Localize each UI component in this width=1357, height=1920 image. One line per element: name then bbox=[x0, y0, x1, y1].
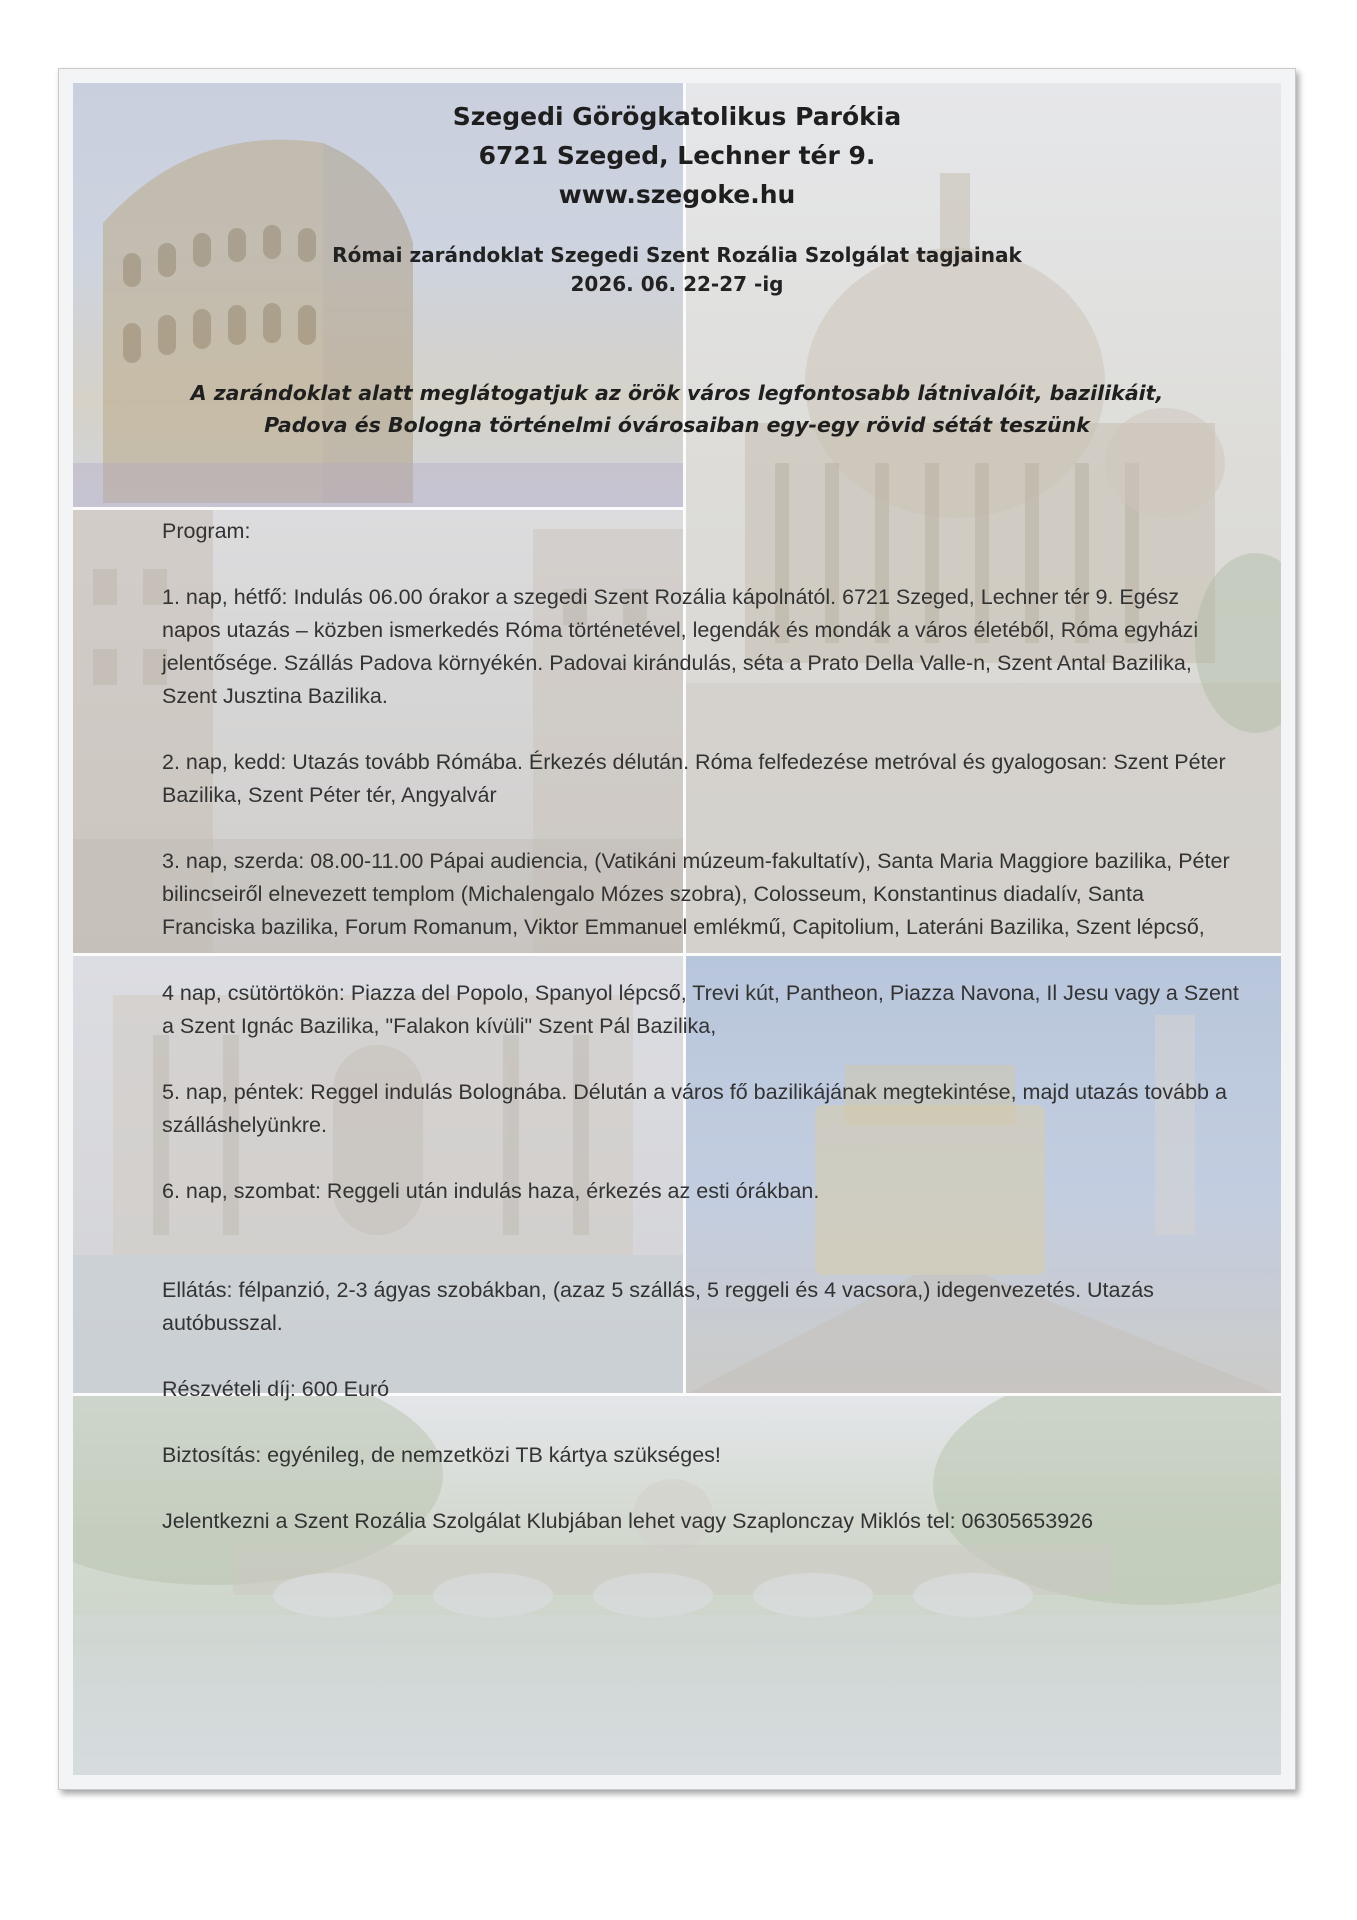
parish-website: www.szegoke.hu bbox=[558, 180, 796, 209]
day-4: 4 nap, csütörtökön: Piazza del Popolo, Spanyol lépcső, Trevi kút, Pantheon, Piazza Navona, Il Jesu vagy a Szent a Szent Ignác Bazilika, "Falakon kívüli" Szent Pál Bazilika, bbox=[162, 981, 1239, 1038]
pilgrimage-title bbox=[59, 241, 1295, 299]
day-6: 6. nap, szombat: Reggeli után indulás haza, érkezés az esti órákban. bbox=[162, 1179, 820, 1203]
parish-address: 6721 Szeged, Lechner tér 9. bbox=[478, 141, 876, 170]
insurance-info: Biztosítás: egyénileg, de nemzetközi TB kártya szükséges! bbox=[162, 1443, 721, 1467]
day-2: 2. nap, kedd: Utazás tovább Rómába. Érkezés délután. Róma felfedezése metróval és gyalogosan: Szent Péter Bazilika, Szent Péter tér, Angyalvár bbox=[162, 750, 1226, 807]
program-heading: Program: bbox=[162, 519, 251, 543]
board-info: Ellátás: félpanzió, 2-3 ágyas szobákban, (azaz 5 szállás, 5 reggeli és 4 vacsora,) idegenvezetés. Utazás autóbusszal. bbox=[162, 1278, 1154, 1335]
day-3: 3. nap, szerda: 08.00-11.00 Pápai audiencia, (Vatikáni múzeum-fakultatív), Santa Maria Maggiore bazilika, Péter bilincseiről elnevezett templom (Michalengalo Mózes szobra), Colosseum, Konstantinus diadalív, Santa Franciska bazilika, Forum Romanum, Viktor Emmanuel emlékmű, Capitolium, Lateráni Bazilika, Szent lépcső, bbox=[162, 849, 1230, 939]
participation-fee: Részvételi díj: 600 Euró bbox=[162, 1377, 390, 1401]
contact-info: Jelentkezni a Szent Rozália Szolgálat Klubjában lehet vagy Szaplonczay Miklós tel: 06305653926 bbox=[162, 1509, 1094, 1533]
flyer-content bbox=[59, 69, 1295, 1789]
parish-name: Szegedi Görögkatolikus Parókia bbox=[452, 102, 902, 131]
pilgrimage-dates: 2026. 06. 22-27 -ig bbox=[570, 272, 784, 296]
intro-line: A zarándoklat alatt meglátogatjuk az örök város legfontosabb látnivalóit, bazilikáit, bbox=[190, 381, 1164, 405]
pilgrimage-title-line: Római zarándoklat Szegedi Szent Rozália Szolgálat tagjainak bbox=[332, 243, 1022, 267]
intro-text bbox=[59, 377, 1295, 441]
day-1: 1. nap, hétfő: Indulás 06.00 órakor a szegedi Szent Rozália kápolnától. 6721 Szeged, Lechner tér 9. Egész napos utazás – közben ismerkedés Róma történetével, legendák és mondák a város életéből, Róma egyházi jelentősége. Szállás Padova környékén. Padovai kirándulás, séta a Prato Della Valle-n, Szent Antal Bazilika, Szent Jusztina Bazilika. bbox=[162, 585, 1199, 708]
flyer-sheet bbox=[58, 68, 1296, 1790]
parish-header bbox=[59, 97, 1295, 214]
program-section bbox=[162, 515, 1242, 1538]
day-5: 5. nap, péntek: Reggel indulás Bolognába. Délután a város fő bazilikájának megtekintése, majd utazás tovább a szálláshelyünkre. bbox=[162, 1080, 1227, 1137]
intro-line: Padova és Bologna történelmi óvárosaiban egy-egy rövid sétát teszünk bbox=[264, 413, 1090, 437]
